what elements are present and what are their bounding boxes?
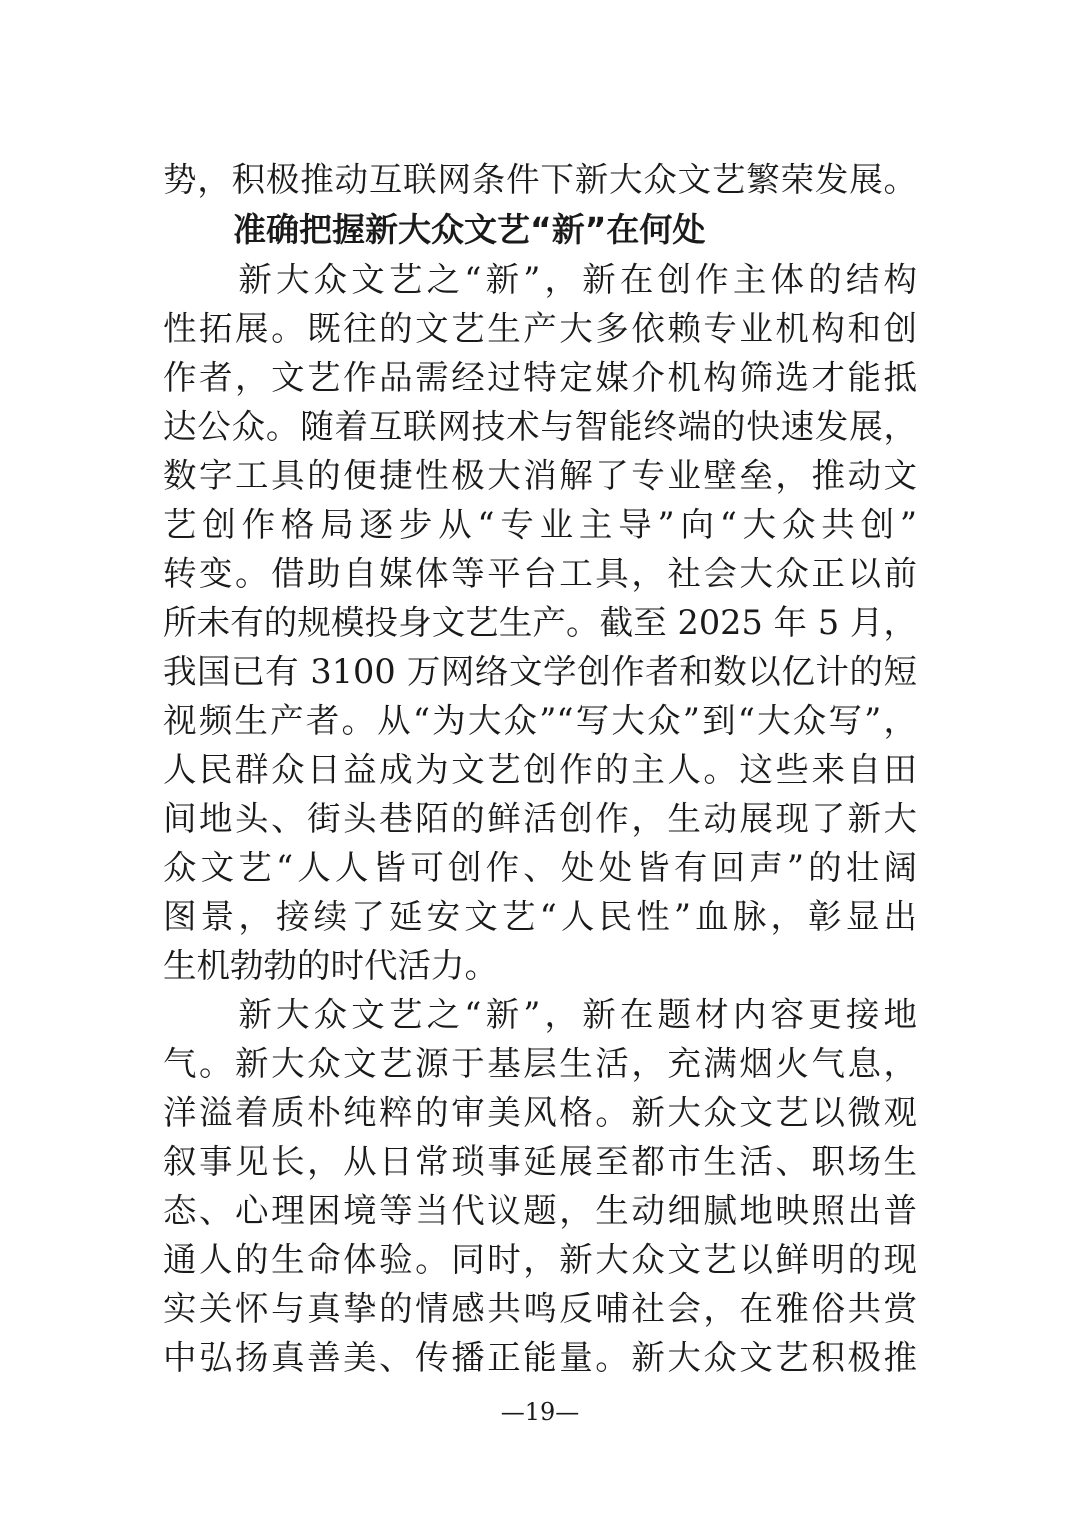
body-text-line: 作者，文艺作品需经过特定媒介机构筛选才能抵 <box>163 358 917 397</box>
body-text-line: 气。新大众文艺源于基层生活，充满烟火气息， <box>163 1044 917 1083</box>
body-text-line: 数字工具的便捷性极大消解了专业壁垒，推动文 <box>163 456 917 495</box>
body-text-line: 图景，接续了延安文艺“人民性”血脉，彰显出 <box>163 897 917 936</box>
body-text-line: 势，积极推动互联网条件下新大众文艺繁荣发展。 <box>163 160 917 199</box>
body-text-line: 实关怀与真挚的情感共鸣反哺社会，在雅俗共赏 <box>163 1289 917 1328</box>
section-heading: 准确把握新大众文艺“新”在何处 <box>233 210 706 249</box>
body-text-line: 视频生产者。从“为大众”“写大众”到“大众写”， <box>163 701 917 740</box>
body-text-line: 众文艺“人人皆可创作、处处皆有回声”的壮阔 <box>163 848 917 887</box>
body-text-line: 人民群众日益成为文艺创作的主人。这些来自田 <box>163 750 917 789</box>
body-text-line: 我国已有 3100 万网络文学创作者和数以亿计的短 <box>163 652 917 691</box>
body-text-line: 叙事见长，从日常琐事延展至都市生活、职场生 <box>163 1142 917 1181</box>
body-text-line: 艺创作格局逐步从“专业主导”向“大众共创” <box>163 505 917 544</box>
body-text-line: 达公众。随着互联网技术与智能终端的快速发展， <box>163 407 917 446</box>
page-number: —19— <box>500 1398 580 1426</box>
body-text-line: 生机勃勃的时代活力。 <box>163 946 498 985</box>
body-text-line: 性拓展。既往的文艺生产大多依赖专业机构和创 <box>163 309 917 348</box>
body-text-line: 洋溢着质朴纯粹的审美风格。新大众文艺以微观 <box>163 1093 917 1132</box>
body-text-line: 通人的生命体验。同时，新大众文艺以鲜明的现 <box>163 1240 917 1279</box>
body-text-line: 新大众文艺之“新”，新在题材内容更接地 <box>163 995 917 1034</box>
body-text-line: 转变。借助自媒体等平台工具，社会大众正以前 <box>163 554 917 593</box>
body-text-line: 中弘扬真善美、传播正能量。新大众文艺积极推 <box>163 1338 917 1377</box>
body-text-line: 新大众文艺之“新”，新在创作主体的结构 <box>163 260 917 299</box>
body-text-line: 间地头、街头巷陌的鲜活创作，生动展现了新大 <box>163 799 917 838</box>
body-text-line: 态、心理困境等当代议题，生动细腻地映照出普 <box>163 1191 917 1230</box>
body-text-line: 所未有的规模投身文艺生产。截至 2025 年 5 月， <box>163 603 917 642</box>
